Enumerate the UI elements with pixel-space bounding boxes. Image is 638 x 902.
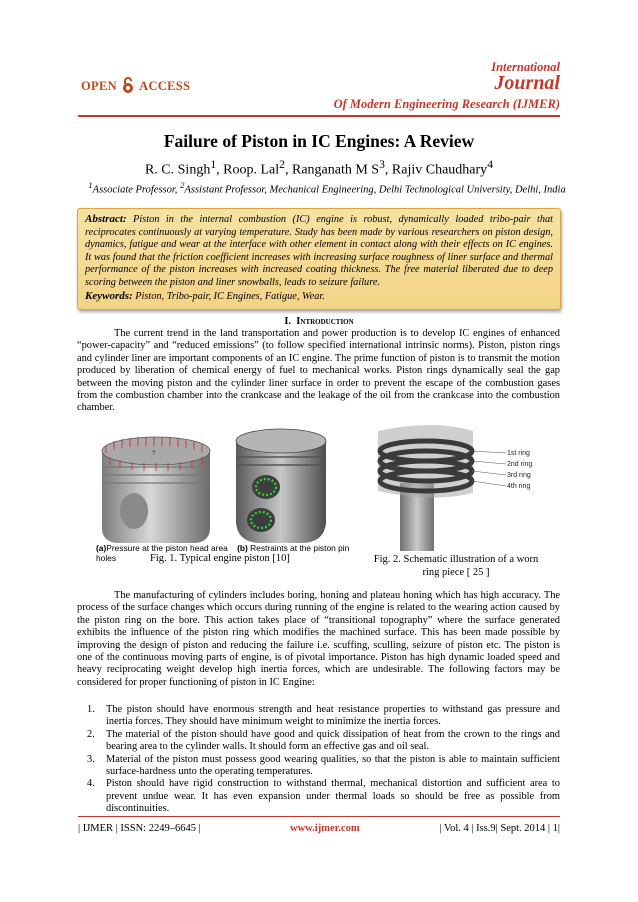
figure-2-caption: Fig. 2. Schematic illustration of a worn ring piece [ 25 ] — [373, 554, 539, 578]
author-sep: , — [216, 162, 224, 178]
paper-title: Failure of Piston in IC Engines: A Review — [163, 131, 475, 151]
intro-paragraph-2: The manufacturing of cylinders includes boring, honing and plateau honing which has high accuracy. The process of the surface changes which occurs during running of the engine is related to the wearing action caused by the piston ring on the bore. This action takes place of “transitional topography” where the surface generated exhibits the influence of the piston ring which modifies the machined surface. This has been made possible by improving the design of piston and reducing the failure i.e. scuffing, sculling, seizure of piston etc. The piston is one of the continuous moving parts of engine, is of pivotal importance. Piston has high dynamic loaded speed and heavy reciprocating weight develop high inertia forces, which are undesirable. The following factors may be considered for proper functioning of piston in IC Engine: — [77, 590, 560, 688]
ring-label-2: 2nd ring — [507, 461, 533, 468]
subcaption-a: Pressure at the piston head area — [106, 543, 228, 553]
worn-ring-figure — [378, 423, 533, 551]
footer-website-link[interactable]: www.ijmer.com — [290, 823, 360, 834]
journal-line-1: International — [491, 60, 560, 74]
ring-label-3: 3rd ring — [507, 472, 531, 479]
keywords-label: Keywords: — [85, 290, 133, 302]
affiliation-sup-1: 1 — [88, 180, 93, 190]
open-access-left: OPEN — [81, 79, 117, 93]
author-list — [0, 158, 638, 179]
affiliation-part-2: Assistant Professor, Mechanical Engineering, Delhi Technological University, Delhi, India — [184, 184, 566, 196]
journal-line-3: Of Modern Engineering Research (IJMER) — [333, 97, 560, 111]
list-item-text: Piston should have rigid construction to withstand thermal, mechanical distortion and sufficient area to prevent undue wear. It has even expansion under thermal loads so should be free as possible from discontinuities. — [106, 778, 560, 815]
abstract — [85, 213, 553, 290]
abstract-label: Abstract: — [85, 213, 127, 225]
author-4: Rajiv Chaudhary — [391, 162, 488, 178]
piston-b-drawing — [236, 429, 326, 543]
abstract-text: Piston in the internal combustion (IC) engine is robust, dynamically loaded tribo-pair that reciprocates continuously at varying temperature. Study has been made by various researchers on piston design, dynamics, fatigue and wear at the interface with other element in contact along with their effects on IC engines. It was found that the friction coefficient increases with increasing surface roughness of liner surface and thermal performance of the piston increases with increased coating thickness. The free material liberated due to deep scoring between the piston and liner snowballs, leads to seizure failure. — [85, 214, 553, 288]
author-3: Ranganath M S — [291, 162, 380, 178]
figure-1-caption: Fig. 1. Typical engine piston [10] — [150, 553, 290, 564]
list-item-number: 4. — [87, 778, 95, 790]
keywords-text: Piston, Tribo-pair, IC Engines, Fatigue, Wear. — [132, 291, 325, 302]
author-3-sup: 3 — [379, 158, 385, 171]
list-item-text: The material of the piston should have good and quick dissipation of heat from the crown to the rings and bearing area to the cylinder walls. It should form an effective gas and oil seal. — [106, 728, 560, 753]
open-lock-icon — [122, 76, 134, 94]
list-item-text: The piston should have enormous strength and heat resistance properties to withstand gas pressure and inertia forces. They should have minimum weight to minimize the inertia forces. — [106, 704, 560, 728]
subcaption-a-tag: (a) — [96, 543, 107, 553]
subcaption-b-tag: (b) — [237, 543, 248, 553]
list-item — [77, 704, 560, 729]
section-number: I. — [284, 316, 292, 327]
ring-label-4: 4th ring — [507, 483, 531, 490]
list-item — [77, 754, 560, 779]
author-2-sup: 2 — [279, 158, 285, 171]
open-access-logo — [81, 76, 190, 94]
ring-label-1: 1st ring — [507, 450, 530, 457]
factors-list — [77, 704, 560, 816]
open-access-right: ACCESS — [139, 79, 191, 93]
section-heading — [0, 316, 638, 327]
author-sep: , — [384, 162, 392, 178]
author-2: Roop. Lal — [223, 162, 280, 178]
list-item — [77, 778, 560, 815]
piston-figure — [96, 423, 360, 553]
piston-a-drawing — [102, 437, 210, 543]
footer-volume: | Vol. 4 | Iss.9| Sept. 2014 | 1| — [439, 823, 560, 834]
affiliation-part-1: Associate Professor, — [92, 184, 181, 196]
list-item-number: 3. — [87, 753, 95, 765]
author-4-sup: 4 — [487, 158, 494, 171]
intro-paragraph-1: The current trend in the land transportation and power production is to develop IC engines of enhanced “power-capacity” and “reduced emissions” (to follow specified international intrinsic norms). Piston, piston rings and cylinder liner are important components of an IC engine. The prime function of piston is to transmit the motion produced by liberation of chemical energy of fuel to mechanical works. Piston rings dynamically seal the gap between the moving piston and the cylinder liner surface in order to prevent the escape of the combustion gases from the combustion chamber into the crankcase and the leakage of the oil from the crankcase into the combustion chamber. — [77, 328, 560, 414]
piston-a-dim-label: ? — [152, 451, 156, 457]
list-item-number: 2. — [87, 728, 95, 740]
list-item-number: 1. — [87, 704, 95, 715]
keywords — [85, 290, 553, 302]
affiliation — [86, 179, 568, 197]
list-item — [77, 729, 560, 754]
affiliation-sup-2: 2 — [180, 180, 185, 190]
author-1-sup: 1 — [210, 158, 217, 171]
section-title: Introduction — [296, 316, 354, 327]
author-1: R. C. Singh — [144, 162, 211, 178]
footer-rule — [78, 816, 560, 817]
journal-line-2: Journal — [494, 72, 560, 94]
header-rule — [78, 115, 560, 117]
footer-issn: | IJMER | ISSN: 2249–6645 | — [78, 823, 201, 834]
author-sep: , — [284, 162, 292, 178]
subcaption-b: Restraints at the piston pin holes — [96, 543, 350, 563]
list-item-text: Material of the piston must possess good wearing qualities, so that the piston is able to maintain sufficient surface-hardness unto the operating temperatures. — [106, 753, 560, 778]
